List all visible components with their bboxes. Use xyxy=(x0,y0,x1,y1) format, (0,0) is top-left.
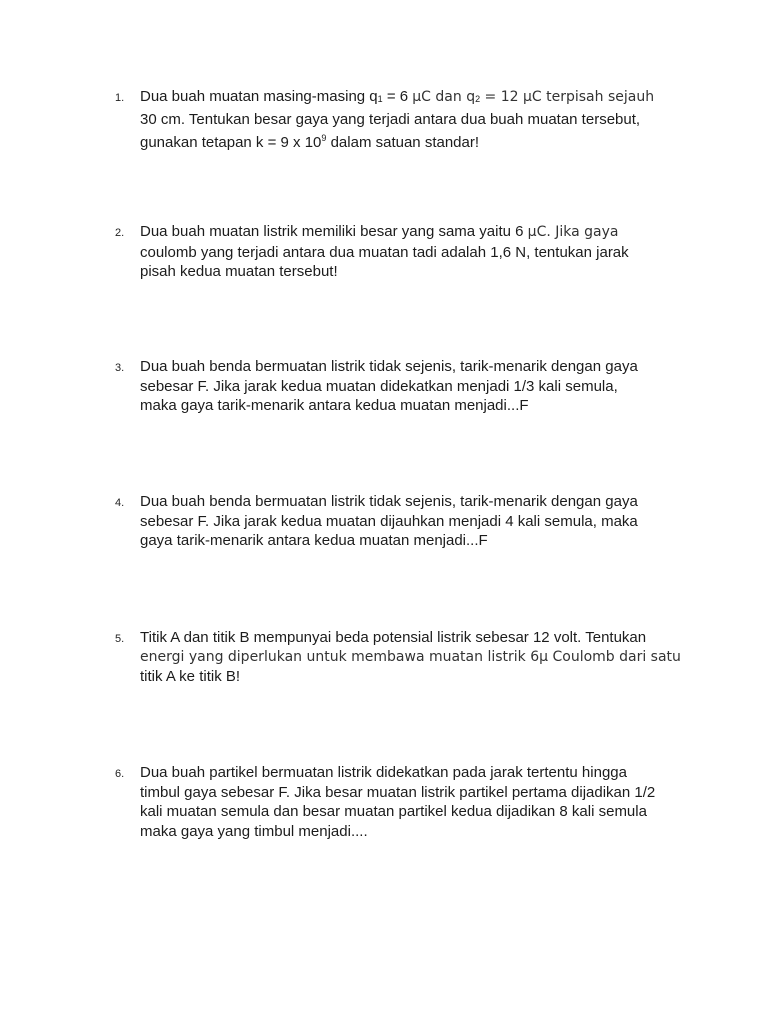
question-line: gaya tarik-menarik antara kedua muatan menjadi...F xyxy=(140,532,488,549)
question-number: 1. xyxy=(115,92,125,104)
question-text xyxy=(140,763,740,841)
text-run: Dua buah muatan listrik memiliki besar yang sama yaitu 6 xyxy=(140,223,528,240)
question-text xyxy=(140,628,740,687)
question-line: energi yang diperlukan untuk membawa muatan listrik 6μ Coulomb dari satu xyxy=(140,648,681,665)
question-line: Dua buah benda bermuatan listrik tidak sejenis, tarik-menarik dengan gaya xyxy=(140,358,638,375)
question-number: 6. xyxy=(115,768,125,780)
text-run: μC. Jika gaya xyxy=(527,224,619,240)
question-number: 3. xyxy=(115,362,125,374)
subscript: 1 xyxy=(377,94,383,104)
text-run: dalam satuan standar! xyxy=(326,134,480,151)
question-line: Dua buah partikel bermuatan listrik didekatkan pada jarak tertentu hingga xyxy=(140,764,627,781)
question-text xyxy=(140,357,740,416)
question-text xyxy=(140,492,740,551)
question-line xyxy=(140,87,740,110)
question-text xyxy=(140,87,740,153)
question-line: 30 cm. Tentukan besar gaya yang terjadi antara dua buah muatan tersebut, xyxy=(140,110,641,128)
question-line: kali muatan semula dan besar muatan partikel kedua dijadikan 8 kali semula xyxy=(140,803,647,820)
question-number: 2. xyxy=(115,227,125,239)
question-line: titik A ke titik B! xyxy=(140,668,241,685)
text-run: Dua buah muatan masing-masing q xyxy=(140,88,378,105)
question-line: coulomb yang terjadi antara dua muatan tadi adalah 1,6 N, tentukan jarak xyxy=(140,243,629,261)
superscript: 9 xyxy=(321,133,327,143)
question-line: timbul gaya sebesar F. Jika besar muatan listrik partikel pertama dijadikan 1/2 xyxy=(140,783,656,801)
text-run: = 6 xyxy=(382,88,413,105)
question-line: sebesar F. Jika jarak kedua muatan didekatkan menjadi 1/3 kali semula, xyxy=(140,377,618,395)
question-line xyxy=(140,222,740,243)
text-run: gunakan tetapan k = 9 x 10 xyxy=(140,134,322,151)
text-run: μC dan q xyxy=(412,89,476,105)
question-line: Dua buah benda bermuatan listrik tidak sejenis, tarik-menarik dengan gaya xyxy=(140,493,638,510)
question-number: 5. xyxy=(115,633,125,645)
subscript: 2 xyxy=(475,94,481,104)
question-line: sebesar F. Jika jarak kedua muatan dijauhkan menjadi 4 kali semula, maka xyxy=(140,512,638,530)
question-line xyxy=(140,129,740,153)
question-text xyxy=(140,222,740,282)
question-line: maka gaya yang timbul menjadi.... xyxy=(140,822,368,840)
question-line: Titik A dan titik B mempunyai beda potensial listrik sebesar 12 volt. Tentukan xyxy=(140,629,647,646)
question-number: 4. xyxy=(115,497,125,509)
text-run: = 12 μC terpisah sejauh xyxy=(480,89,655,105)
question-line: pisah kedua muatan tersebut! xyxy=(140,263,338,280)
question-line: maka gaya tarik-menarik antara kedua muatan menjadi...F xyxy=(140,397,529,414)
